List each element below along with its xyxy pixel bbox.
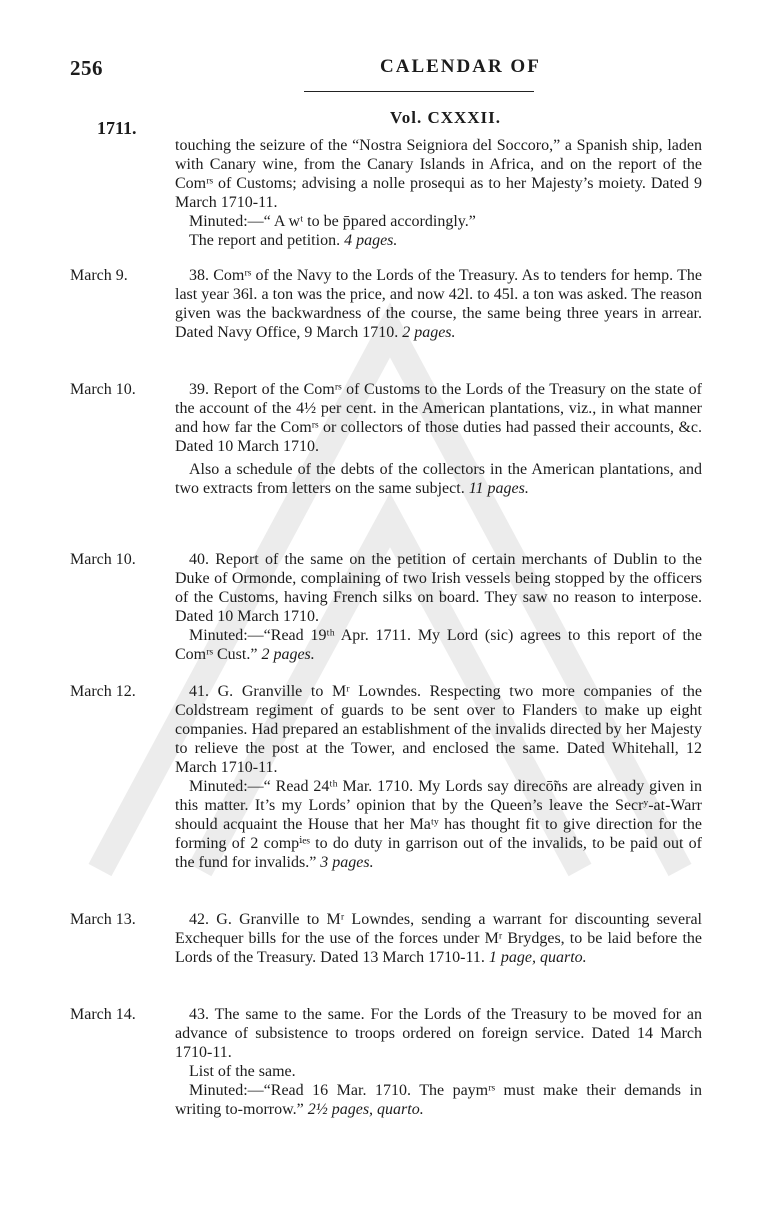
entry-minute: Minuted:—“Read 19ᵗʰ Apr. 1711. My Lord (sic) agrees to this report of the Comʳˢ Cust.” 2 pages. bbox=[175, 627, 702, 663]
entry-minute: Minuted:—“ Read 24ᵗʰ Mar. 1710. My Lords say direcō̃ns are already given in this matter. It’s my Lords’ opinion that by the Queen’s leave the Secrʸ-at-Warr should acquaint the House that her Maᵗʸ has thought fit to give direction for the forming of 2 compⁱᵉˢ to do duty in garrison out of the invalids, to be paid out of the fund for invalids.” 3 pages. bbox=[175, 778, 702, 871]
entry-pages: 1 page, quarto. bbox=[488, 949, 587, 966]
entry-date: March 9. bbox=[70, 267, 128, 284]
entry-text: List of the same. bbox=[189, 1063, 296, 1080]
entry-date: March 13. bbox=[70, 911, 136, 928]
running-title: CALENDAR OF bbox=[380, 56, 541, 77]
entry-date: March 12. bbox=[70, 683, 136, 700]
entry-extra: The report and petition. 4 pages. bbox=[189, 232, 398, 249]
entry-text: 40. Report of the same on the petition of certain merchants of Dublin to the Duke of Ormonde, complaining of two Irish vessels being stopped by the officers of the Customs, having French silks on board. They saw no reason to interpose. Dated 10 March 1710. bbox=[175, 551, 702, 625]
header-rule bbox=[304, 91, 534, 92]
entry-text: 42. G. Granville to Mʳ Lowndes, sending a warrant for discounting several Exchequer bills for the use of the forces under Mʳ Brydges, to be laid before the Lords of the Treasury. Dated 13 March 1710-11. 1 page, quarto. bbox=[175, 911, 702, 966]
entry-42 bbox=[175, 910, 702, 967]
entry-date: March 10. bbox=[70, 551, 136, 568]
entry-text: touching the seizure of the “Nostra Seigniora del Soccoro,” a Spanish ship, laden with Canary wine, from the Canary Islands in Africa, and on the report of the Comʳˢ of Customs; advising a nolle prosequi as to her Majesty’s moiety. Dated 9 March 1710-11. bbox=[175, 137, 702, 211]
entry-pages: 4 pages. bbox=[344, 232, 398, 249]
entry-pages: 11 pages. bbox=[468, 480, 529, 497]
page-number: 256 bbox=[70, 56, 103, 80]
entry-minute: Minuted:—“Read 16 Mar. 1710. The paymʳˢ must make their demands in writing to-morrow.” 2½ pages, quarto. bbox=[175, 1082, 702, 1118]
year-label: 1711. bbox=[97, 118, 137, 138]
entry-text: Also a schedule of the debts of the collectors in the American plantations, and two extracts from letters on the same subject. 11 pages. bbox=[175, 461, 702, 497]
entry-37-continuation bbox=[175, 136, 702, 250]
volume-label: Vol. CXXXII. bbox=[390, 108, 502, 127]
entry-pages: 3 pages. bbox=[320, 854, 374, 871]
entry-40 bbox=[175, 550, 702, 664]
entry-text: 38. Comʳˢ of the Navy to the Lords of the Treasury. As to tenders for hemp. The last year 36l. a ton was the price, and now 42l. to 45l. a ton was asked. The reason given was the backwardness of the course, the same being three years in arrear. Dated Navy Office, 9 March 1710. 2 pages. bbox=[175, 267, 702, 341]
entry-pages: 2½ pages, quarto. bbox=[307, 1101, 424, 1118]
entry-38 bbox=[175, 266, 702, 342]
entry-date: March 10. bbox=[70, 381, 136, 398]
entry-text: 43. The same to the same. For the Lords of the Treasury to be moved for an advance of subsistence to troops ordered on foreign service. Dated 14 March 1710-11. bbox=[175, 1006, 702, 1061]
entry-41 bbox=[175, 682, 702, 872]
entry-pages: 2 pages. bbox=[261, 646, 315, 663]
entry-minute: Minuted:—“ A wᵗ to be p̄pared accordingly.” bbox=[189, 213, 476, 230]
entry-date: March 14. bbox=[70, 1006, 136, 1023]
entry-text: 39. Report of the Comʳˢ of Customs to the Lords of the Treasury on the state of the account of the 4½ per cent. in the American plantations, viz., in what manner and how far the Comʳˢ or collectors of those duties had passed their accounts, &c. Dated 10 March 1710. bbox=[175, 381, 702, 455]
entry-pages: 2 pages. bbox=[402, 324, 456, 341]
entry-text: 41. G. Granville to Mʳ Lowndes. Respecting two more companies of the Coldstream regiment of guards to be sent over to Flanders to make up eight companies. Had prepared an establishment of the invalids directed by her Majesty to relieve the post at the Tower, and enclosed the same. Dated Whitehall, 12 March 1710-11. bbox=[175, 683, 702, 776]
entry-39 bbox=[175, 380, 702, 498]
entry-43 bbox=[175, 1005, 702, 1119]
